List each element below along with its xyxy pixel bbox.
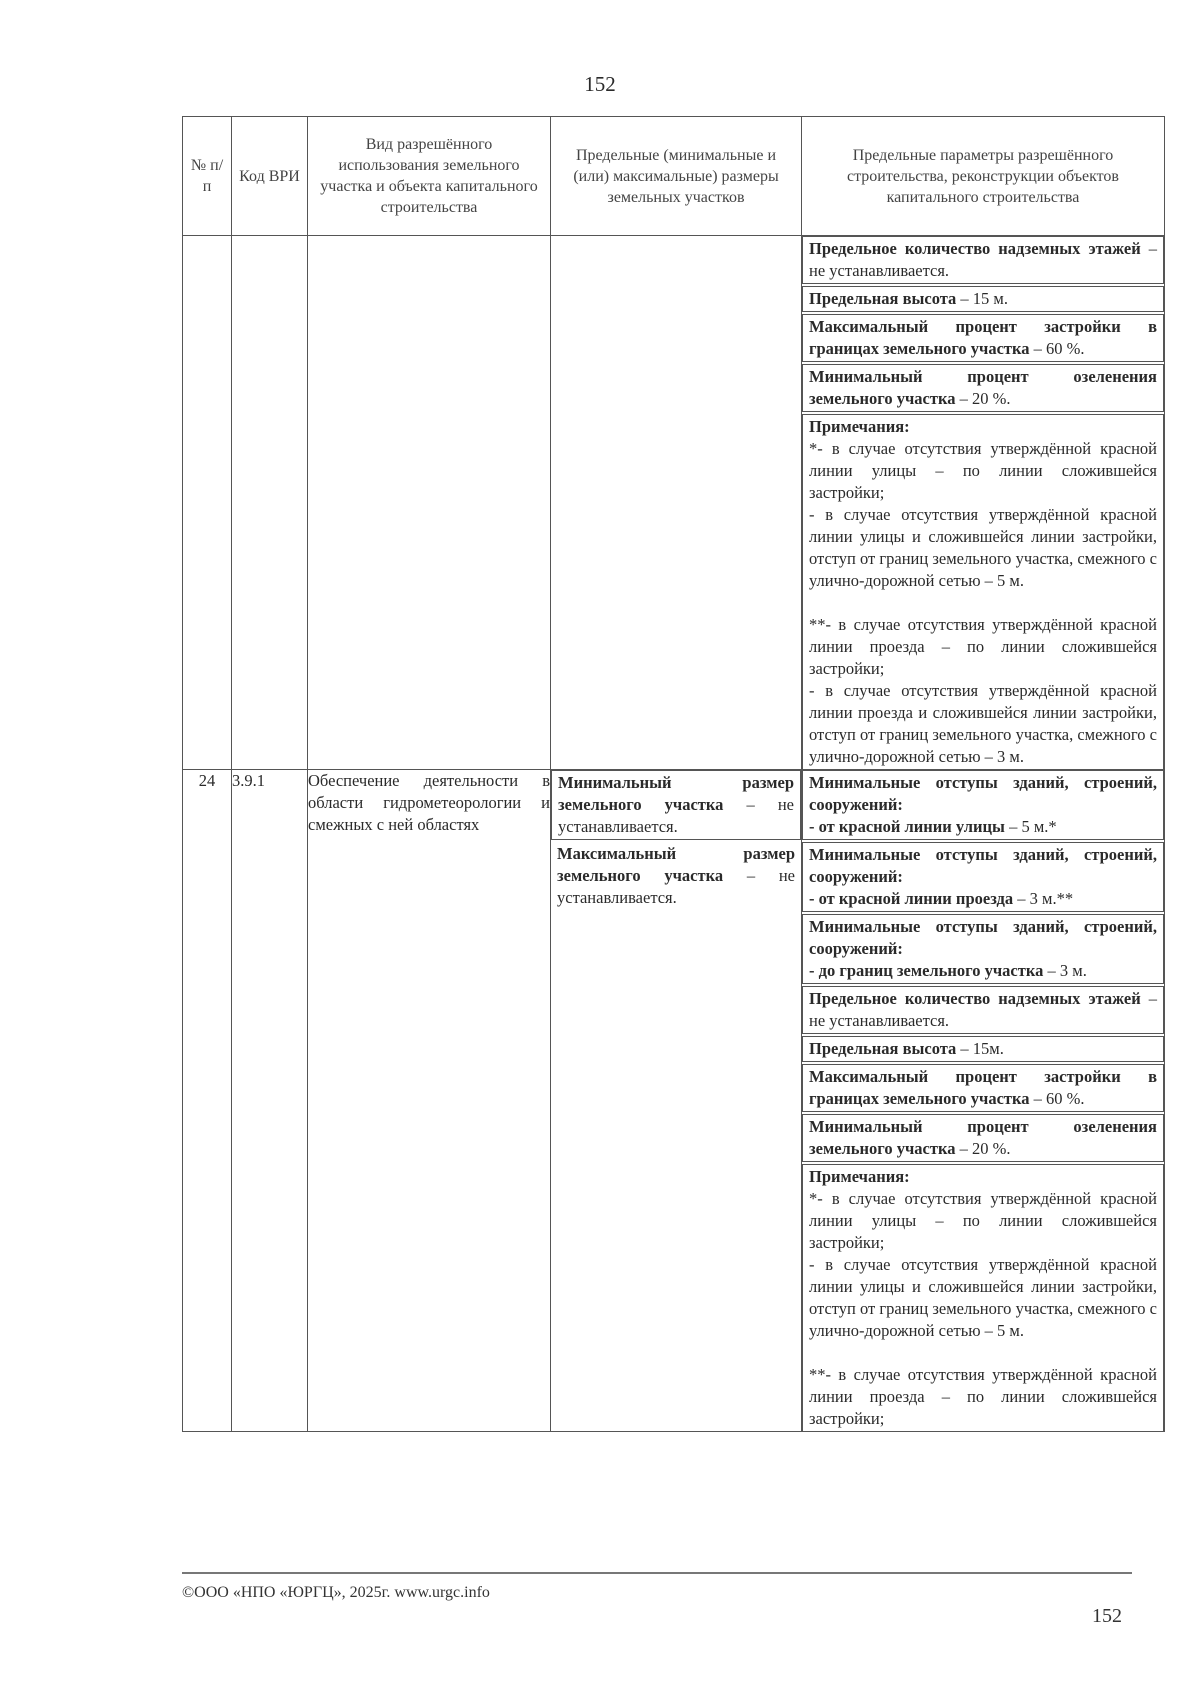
header-build-params: Предельные параметры разрешённого строительства, реконструкции объектов капитального строительства bbox=[802, 117, 1165, 236]
notes-title: Примечания: bbox=[809, 1167, 910, 1186]
param-max-coverage: Максимальный процент застройки в границах земельного участка – 60 %. bbox=[802, 1064, 1164, 1112]
param-min-greening: Минимальный процент озеленения земельного участка – 20 %. bbox=[802, 364, 1164, 412]
cell-plot-size bbox=[551, 236, 802, 770]
cell-code: 3.9.1 bbox=[232, 770, 308, 1432]
notes-block bbox=[802, 1164, 1164, 1431]
size-min: Минимальный размер земельного участка – не устанавливается. bbox=[551, 770, 801, 840]
param-floors: Предельное количество надземных этажей – не устанавливается. bbox=[802, 986, 1164, 1034]
note-text: *- в случае отсутствия утверждённой красной линии улицы – по линии сложившейся застройки; bbox=[809, 1189, 1157, 1252]
cell-plot-size bbox=[551, 770, 802, 1432]
page-number-top: 152 bbox=[584, 72, 616, 96]
note-text: *- в случае отсутствия утверждённой красной линии улицы – по линии сложившейся застройки; bbox=[809, 439, 1157, 502]
param-indent-street: Минимальные отступы зданий, строений, сооружений: - от красной линии улицы – 5 м.* bbox=[802, 770, 1164, 840]
note-text: - в случае отсутствия утверждённой красной линии улицы и сложившейся линии застройки, отступ от границ земельного участка, смежного с улично-дорожной сетью – 5 м. bbox=[809, 505, 1157, 590]
table-row bbox=[183, 236, 1165, 770]
footer-copyright: ©ООО «НПО «ЮРГЦ», 2025г. www.urgc.info bbox=[182, 1584, 490, 1601]
param-height: Предельная высота – 15м. bbox=[802, 1036, 1164, 1062]
header-plot-size: Предельные (минимальные и (или) максимальные) размеры земельных участков bbox=[551, 117, 802, 236]
cell-num: 24 bbox=[183, 770, 232, 1432]
note-text: - в случае отсутствия утверждённой красной линии улицы и сложившейся линии застройки, отступ от границ земельного участка, смежного с улично-дорожной сетью – 5 м. bbox=[809, 1255, 1157, 1340]
header-num: № п/п bbox=[183, 117, 232, 236]
param-indent-boundary: Минимальные отступы зданий, строений, сооружений: - до границ земельного участка – 3 м. bbox=[802, 914, 1164, 984]
header-use-type: Вид разрешённого использования земельного участка и объекта капитального строительства bbox=[308, 117, 551, 236]
cell-num bbox=[183, 236, 232, 770]
param-min-greening: Минимальный процент озеленения земельного участка – 20 %. bbox=[802, 1114, 1164, 1162]
note-text: **- в случае отсутствия утверждённой красной линии проезда – по линии сложившейся застройки; bbox=[809, 615, 1157, 678]
page-number-bottom: 152 bbox=[1092, 1605, 1122, 1627]
header-code: Код ВРИ bbox=[232, 117, 308, 236]
regulations-table bbox=[182, 116, 1165, 1432]
cell-use-type bbox=[308, 236, 551, 770]
note-text: - в случае отсутствия утверждённой красной линии проезда и сложившейся линии застройки, отступ от границ земельного участка, смежного с улично-дорожной сетью – 3 м. bbox=[809, 681, 1157, 766]
table-header-row bbox=[183, 117, 1165, 236]
footer-divider bbox=[182, 1572, 1132, 1574]
param-floors: Предельное количество надземных этажей – не устанавливается. bbox=[802, 236, 1164, 284]
param-height: Предельная высота – 15 м. bbox=[802, 286, 1164, 312]
cell-build-params bbox=[802, 236, 1165, 770]
notes-block bbox=[802, 414, 1164, 769]
param-indent-driveway: Минимальные отступы зданий, строений, сооружений: - от красной линии проезда – 3 м.** bbox=[802, 842, 1164, 912]
cell-code bbox=[232, 236, 308, 770]
param-max-coverage: Максимальный процент застройки в границах земельного участка – 60 %. bbox=[802, 314, 1164, 362]
table-row bbox=[183, 770, 1165, 1432]
notes-title: Примечания: bbox=[809, 417, 910, 436]
cell-use-type: Обеспечение деятельности в области гидрометеорологии и смежных с ней областях bbox=[308, 770, 551, 1432]
cell-build-params bbox=[802, 770, 1165, 1432]
note-text: **- в случае отсутствия утверждённой красной линии проезда – по линии сложившейся застройки; bbox=[809, 1365, 1157, 1428]
size-max: Максимальный размер земельного участка – не устанавливается. bbox=[557, 844, 795, 907]
